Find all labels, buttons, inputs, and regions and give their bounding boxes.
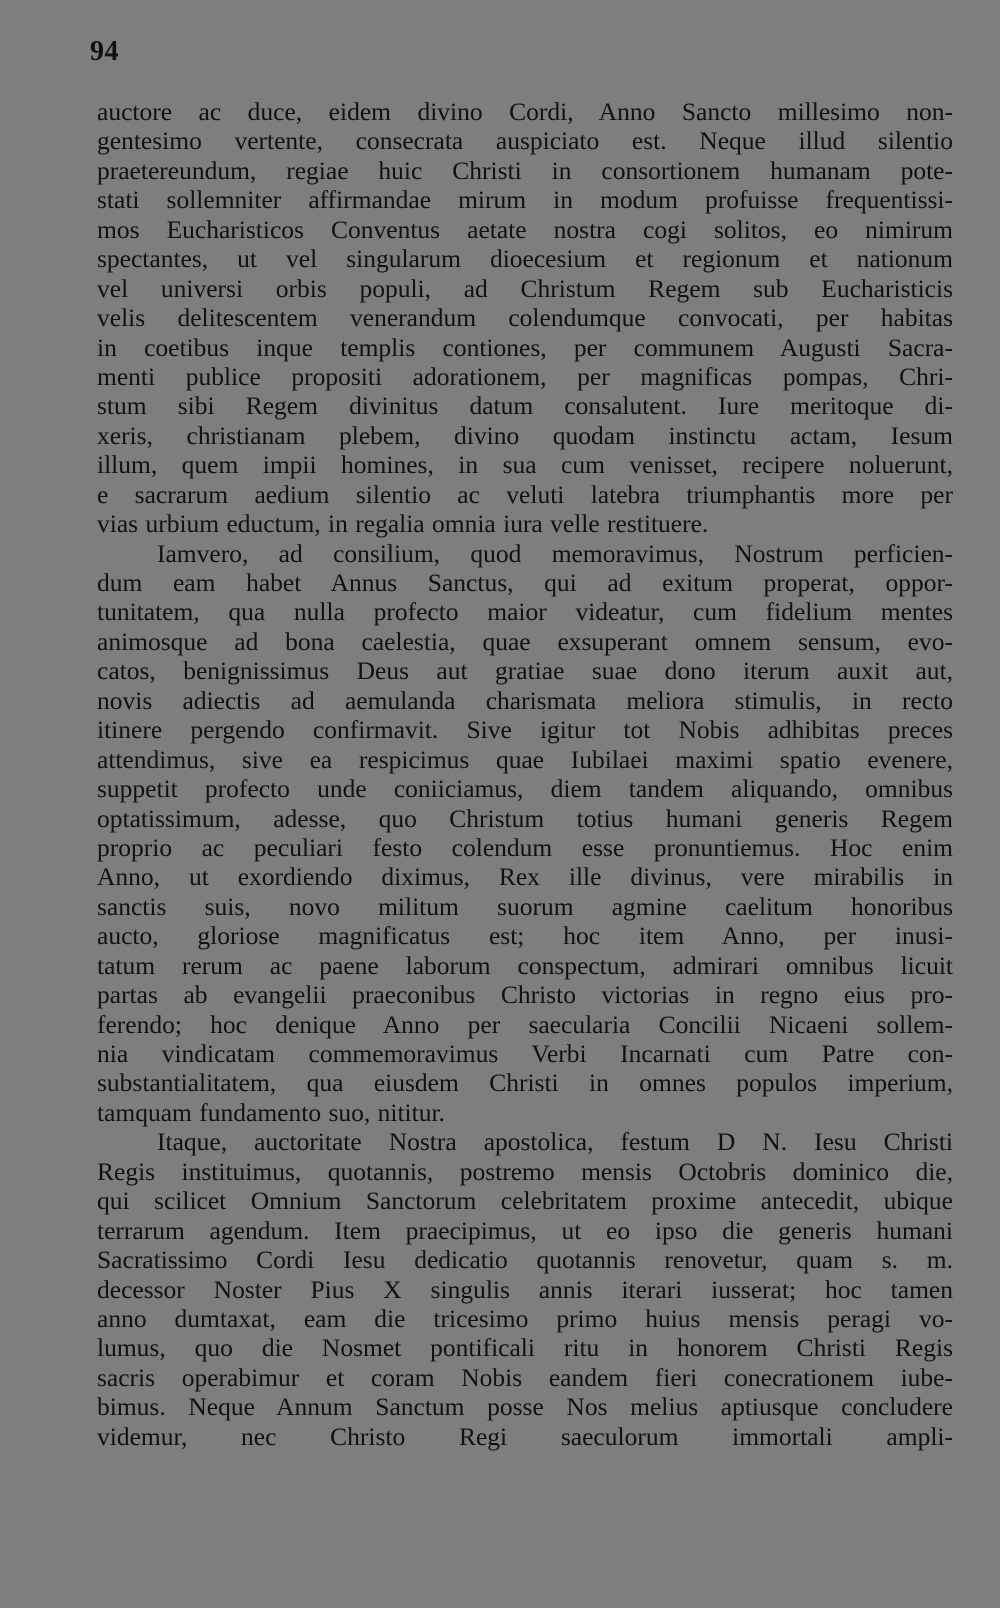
text-line: menti publice propositi adorationem, per magnificas pompas, Chri- — [97, 361, 953, 391]
text-line: spectantes, ut vel singularum dioecesium et regionum et nationum — [97, 244, 953, 274]
text-line: terrarum agendum. Item praecipimus, ut eo ipso die generis humani — [97, 1215, 953, 1245]
page-number: 94 — [90, 36, 119, 67]
text-line: stati sollemniter affirmandae mirum in modum profuisse frequentissi- — [97, 185, 953, 215]
text-line: praetereundum, regiae huic Christi in consortionem humanam pote- — [97, 155, 953, 185]
text-line: itinere pergendo confirmavit. Sive igitur tot Nobis adhibitas preces — [97, 715, 953, 745]
text-line: Anno, ut exordiendo diximus, Rex ille divinus, vere mirabilis in — [97, 862, 953, 892]
text-line: catos, benignissimus Deus aut gratiae suae dono iterum auxit aut, — [97, 656, 953, 686]
text-line: decessor Noster Pius X singulis annis iterari iusserat; hoc tamen — [97, 1274, 953, 1304]
text-line: nia vindicatam commemoravimus Verbi Incarnati cum Patre con- — [97, 1039, 953, 1068]
text-line: animosque ad bona caelestia, quae exsuperant omnem sensum, evo- — [97, 626, 953, 656]
text-line: lumus, quo die Nosmet pontificali ritu in honorem Christi Regis — [97, 1333, 953, 1363]
text-line: sacris operabimur et coram Nobis eandem fieri conecrationem iube- — [97, 1362, 953, 1392]
text-line: Regis instituimus, quotannis, postremo mensis Octobris dominico die, — [97, 1156, 953, 1186]
text-line: videmur, nec Christo Regi saeculorum immortali ampli- — [97, 1421, 953, 1451]
text-line: illum, quem impii homines, in sua cum venisset, recipere noluerunt, — [97, 450, 953, 480]
text-line: substantialitatem, qua eiusdem Christi in omnes populos imperium, — [97, 1068, 953, 1098]
text-line: xeris, christianam plebem, divino quodam instinctu actam, Iesum — [97, 420, 953, 450]
text-line: mos Eucharisticos Conventus aetate nostra cogi solitos, eo nimirum — [97, 214, 953, 244]
text-line: tatum rerum ac paene laborum conspectum, admirari omnibus licuit — [97, 950, 953, 980]
text-line: sanctis suis, novo militum suorum agmine caelitum honoribus — [97, 891, 953, 921]
text-line: Sacratissimo Cordi Iesu dedicatio quotannis renovetur, quam s. m. — [97, 1245, 953, 1275]
text-line: partas ab evangelii praeconibus Christo victorias in regno eius pro- — [97, 980, 953, 1010]
text-line: proprio ac peculiari festo colendum esse pronuntiemus. Hoc enim — [97, 832, 953, 862]
text-line: anno dumtaxat, eam die tricesimo primo huius mensis peragi vo- — [97, 1303, 953, 1333]
text-line: optatissimum, adesse, quo Christum totius humani generis Regem — [97, 803, 953, 833]
text-line: tunitatem, qua nulla profecto maior videatur, cum fidelium mentes — [97, 597, 953, 627]
text-line: auctore ac duce, eidem divino Cordi, Anno Sancto millesimo non- — [97, 97, 953, 126]
text-line: aucto, gloriose magnificatus est; hoc item Anno, per inusi- — [97, 921, 953, 951]
text-line: ferendo; hoc denique Anno per saecularia Concilii Nicaeni sollem- — [97, 1009, 953, 1039]
text-line: suppetit profecto unde coniiciamus, diem tandem aliquando, omnibus — [97, 774, 953, 804]
text-line: e sacrarum aedium silentio ac veluti latebra triumphantis more per — [97, 479, 953, 509]
text-line: velis delitescentem venerandum colendumque convocati, per habitas — [97, 303, 953, 333]
body-text — [97, 97, 953, 1451]
text-line: dum eam habet Annus Sanctus, qui ad exitum properat, oppor- — [97, 568, 953, 597]
text-line: bimus. Neque Annum Sanctum posse Nos melius aptiusque concludere — [97, 1392, 953, 1422]
text-line: qui scilicet Omnium Sanctorum celebritatem proxime antecedit, ubique — [97, 1186, 953, 1216]
text-line: vel universi orbis populi, ad Christum Regem sub Eucharisticis — [97, 273, 953, 303]
text-line: gentesimo vertente, consecrata auspiciato est. Neque illud silentio — [97, 126, 953, 156]
text-line: in coetibus inque templis contiones, per communem Augusti Sacra- — [97, 332, 953, 362]
text-line: Itaque, auctoritate Nostra apostolica, festum D N. Iesu Christi — [157, 1127, 953, 1157]
text-line: stum sibi Regem divinitus datum consalutent. Iure meritoque di- — [97, 391, 953, 421]
text-line: tamquam fundamento suo, nititur. — [97, 1097, 445, 1127]
text-line: Iamvero, ad consilium, quod memoravimus, Nostrum perficien- — [157, 538, 953, 568]
text-line: vias urbium eductum, in regalia omnia iura velle restituere. — [97, 509, 709, 539]
text-line: attendimus, sive ea respicimus quae Iubilaei maximi spatio evenere, — [97, 744, 953, 774]
text-line: novis adiectis ad aemulanda charismata meliora stimulis, in recto — [97, 685, 953, 715]
